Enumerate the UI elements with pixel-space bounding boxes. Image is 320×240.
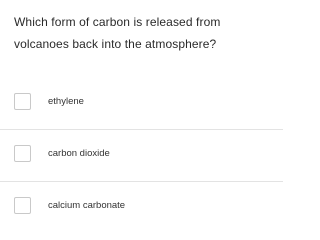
option-label: ethylene — [48, 96, 84, 107]
answer-options — [0, 78, 283, 233]
option-carbon-dioxide[interactable] — [0, 130, 283, 182]
checkbox[interactable] — [14, 93, 31, 110]
option-ethylene[interactable] — [0, 78, 283, 130]
option-calcium-carbonate[interactable] — [0, 182, 283, 233]
question-text: Which form of carbon is released from volcanoes back into the atmosphere? — [14, 15, 221, 51]
option-label: calcium carbonate — [48, 200, 126, 211]
option-label: carbon dioxide — [48, 148, 110, 159]
checkbox[interactable] — [14, 197, 31, 214]
checkbox[interactable] — [14, 145, 31, 162]
